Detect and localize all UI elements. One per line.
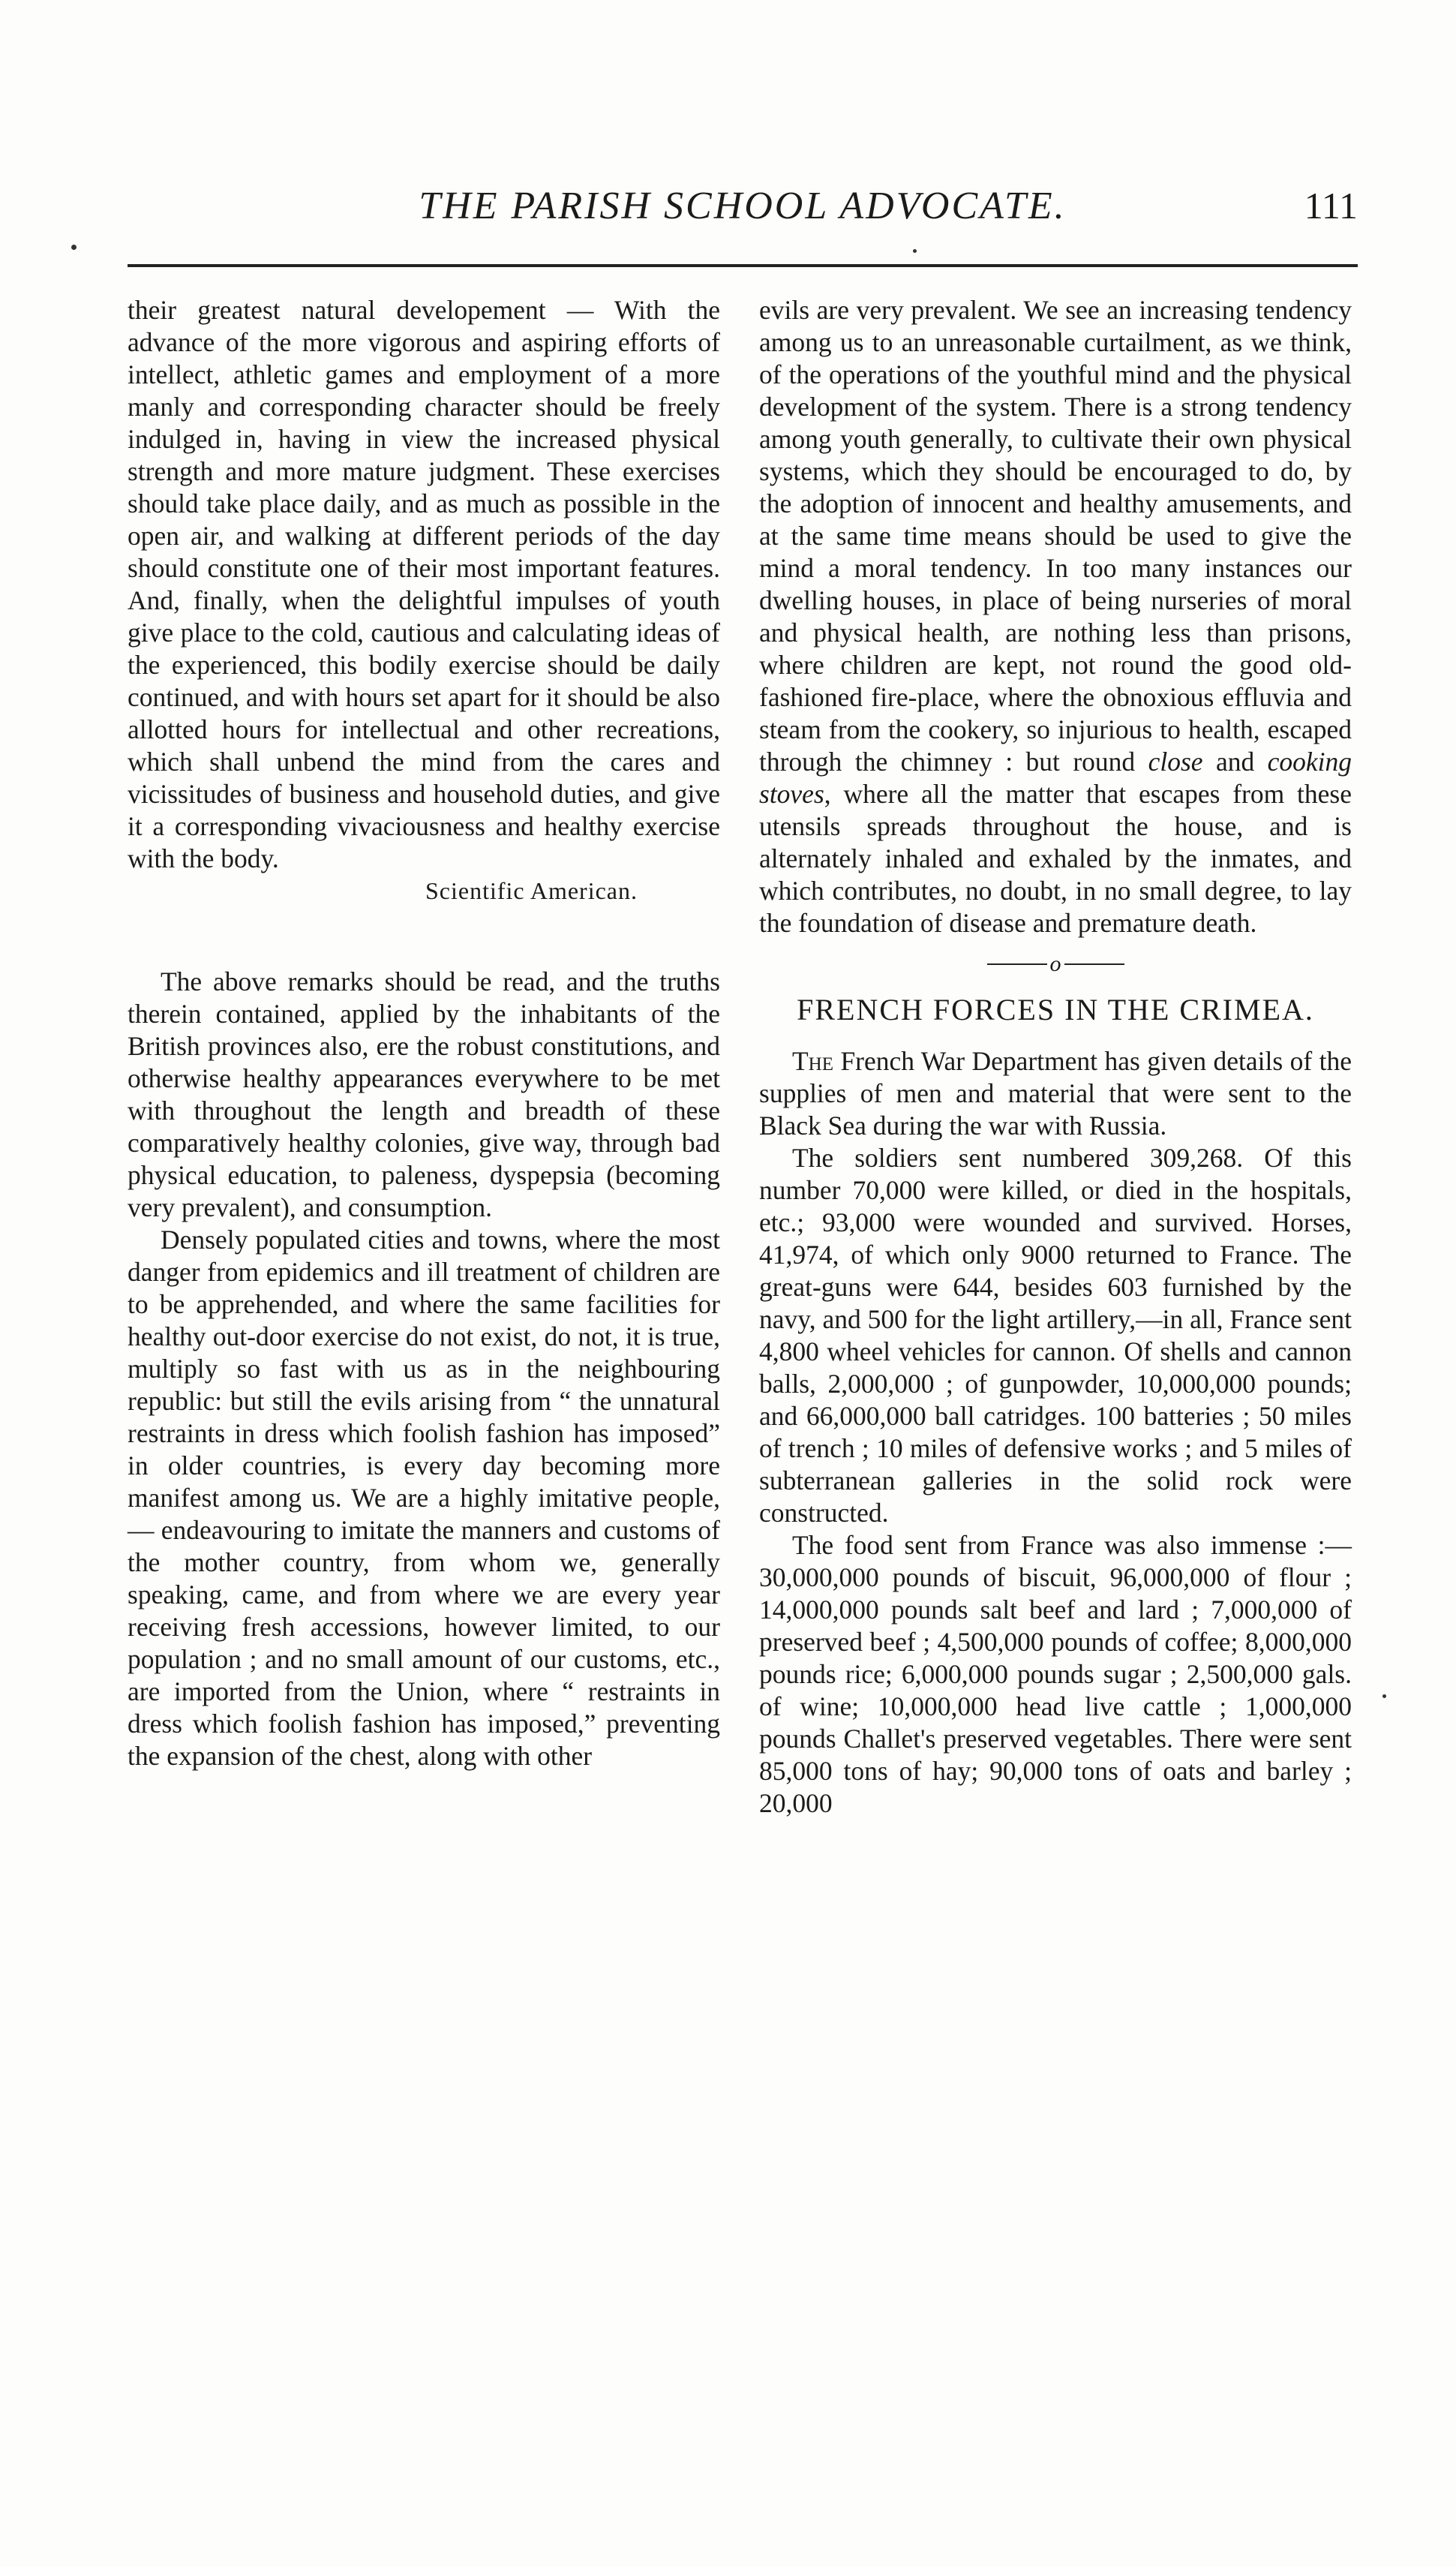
article-paragraph: The food sent from France was also immense :—30,000,000 pounds of biscuit, 96,000,000 of flour ; 14,000,000 pounds salt beef and lard ; 7,000,000 of preserved beef ; 4,500,000 pounds of coffee; 8,000,000 pounds rice; 6,000,000 pounds sugar ; 2,500,000 gals. of wine; 10,000,000 head live cattle ; 1,000,000 pounds Challet's preserved vegetables. There were sent 85,000 tons of hay; 90,000 tons of oats and barley ; 20,000 (759, 1530, 1352, 1818)
page-number: 111 (1304, 185, 1358, 227)
scan-speck (1382, 1694, 1386, 1698)
article-paragraph (759, 294, 1352, 939)
article-paragraph: The above remarks should be read, and the truths therein contained, applied by the inhabitants of the British provinces also, ere the robust constitutions, and otherwise healthy appearances everywhere to be met with throughout the length and breadth of these comparatively healthy colonies, give way, through bad physical education, to paleness, dyspepsia (becoming very prevalent), and consumption. (128, 966, 720, 1222)
header-rule (128, 264, 1358, 267)
section-gap (128, 907, 720, 966)
scan-speck (71, 245, 77, 250)
paragraph-text: evils are very prevalent. We see an increasing tendency among us to an unreasonable curtailment, as we think, of the operations of the youthful mind and the physical development of the system. There is a strong tendency among youth generally, to cultivate their own physical systems, which they should be encouraged to do, by the adoption of innocent and healthy amusements, and at the same time means should be used to give the mind a moral tendency. In too many instances our dwelling houses, in place of being nurseries of moral and physical health, are nothing less than prisons, where children are kept, not round the good old-fashioned fire-place, where the obnoxious effluvia and steam from the cookery, so injurious to health, escaped through the chimney : but round (759, 295, 1352, 777)
right-column (759, 294, 1352, 1820)
article-paragraph: The soldiers sent numbered 309,268. Of this number 70,000 were killed, or died in the hospitals, etc.; 93,000 were wounded and survived. Horses, 41,974, of which only 9000 returned to France. The great-guns were 644, besides 603 furnished by the navy, and 500 for the light artillery,—in all, France sent 4,800 wheel vehicles for cannon. Of shells and cannon balls, 2,000,000 ; of gunpowder, 10,000,000 pounds; and 66,000,000 ball catridges. 100 batteries ; 50 miles of trench ; 10 miles of defensive works ; and 5 miles of subterranean galleries in the solid rock were constructed. (759, 1143, 1352, 1528)
article-paragraph: their greatest natural developement — With the advance of the more vigorous and aspiring efforts of intellect, athletic games and employment of a more manly and corresponding character should be freely indulged in, having in view the increased physical strength and more mature judgment. These exercises should take place daily, and as much as possible in the open air, and walking at different periods of the day should constitute one of their most important features. And, finally, when the delightful impulses of youth give place to the cold, cautious and calculating ideas of the experienced, this bodily exercise should be daily continued, and with hours set apart for it should be also allotted hours for intellectual and other recreations, which shall unbend the mind from the cares and vicissitudes of business and household duties, and give it a corresponding vivaciousness and healthy exercise with the body. (128, 295, 720, 873)
source-attribution: Scientific American. (425, 877, 638, 904)
ornament-rule (1064, 963, 1124, 965)
lead-word: The (792, 1046, 834, 1076)
left-column (128, 294, 720, 1772)
publication-title: THE PARISH SCHOOL ADVOCATE. (419, 185, 1067, 227)
ornament-glyph: o (1049, 951, 1061, 977)
emphasis-text: close (1148, 747, 1203, 777)
section-ornament (759, 945, 1352, 975)
section-heading: FRENCH FORCES IN THE CRIMEA. (797, 993, 1314, 1026)
article-paragraph: Densely populated cities and towns, where the most danger from epidemics and ill treatment of children are to be apprehended, and where the same facilities for healthy out-door exercise do not exist, do not, it is true, multiply so fast with us as in the neighbouring republic: but still the evils arising from “ the unnatural restraints in dress which foolish fashion has imposed” in older countries, is every day becoming more manifest among us. We are a highly imitative people, — endeavouring to imitate the manners and customs of the mother country, from whom we, generally speaking, came, and from where we are every year receiving fresh accessions, however limited, to our population ; and no small amount of our customs, etc., are imported from the Union, where “ restraints in dress which foolish fashion has imposed,” preventing the expansion of the chest, along with other (128, 1225, 720, 1771)
paragraph-text: and (1202, 747, 1268, 777)
scan-speck (913, 249, 917, 253)
emphasis-text: cooking stoves (759, 747, 1352, 809)
ornament-rule (987, 963, 1047, 965)
running-head (128, 184, 1358, 244)
paragraph-text: , where all the matter that escapes from these utensils spreads throughout the house, and is alternately inhaled and exhaled by the inmates, and which contributes, no doubt, in no small degree, to lay the foundation of disease and premature death. (759, 779, 1352, 938)
paragraph-text: French War Department has given details of the supplies of men and material that were sent to the Black Sea during the war with Russia. (759, 1046, 1352, 1141)
article-paragraph (759, 1045, 1352, 1142)
